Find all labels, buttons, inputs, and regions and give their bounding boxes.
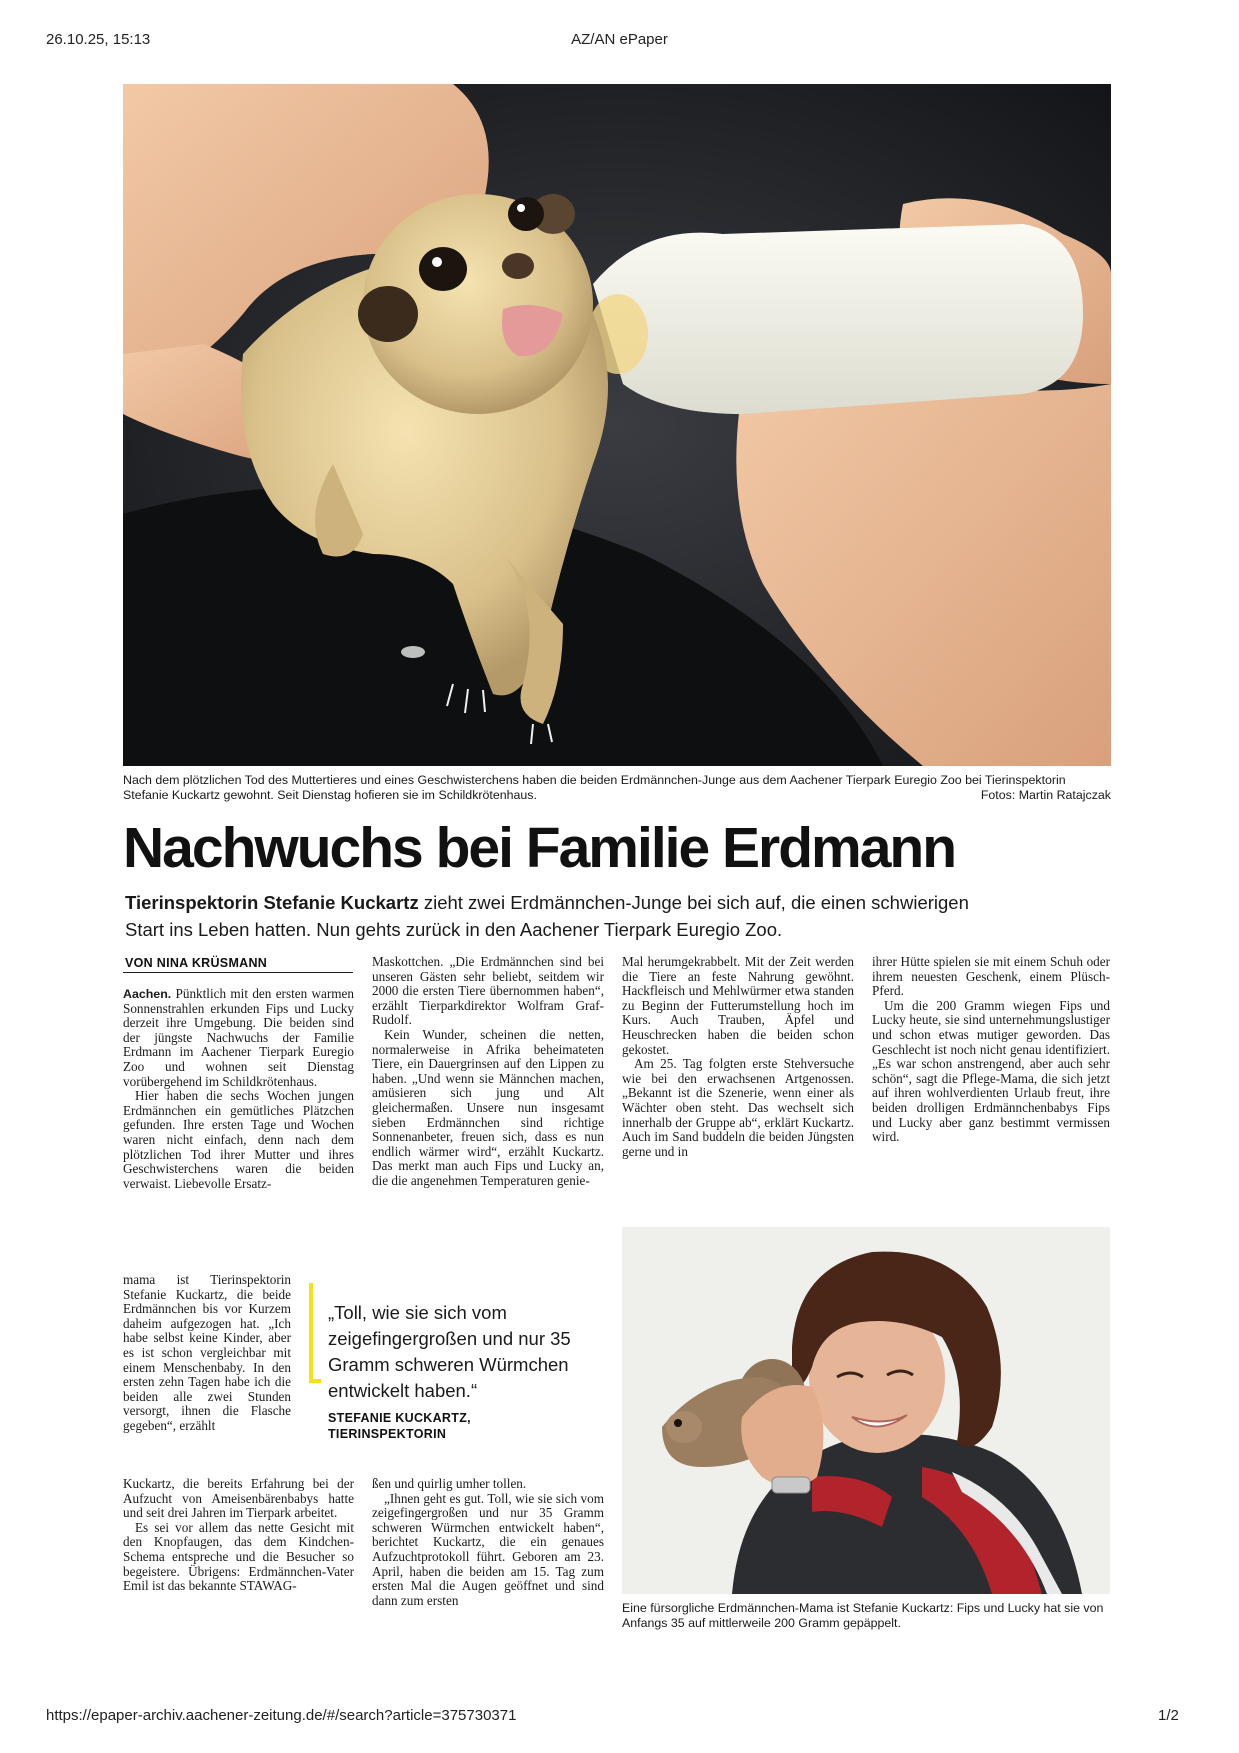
pull-quote-source-role: TIERINSPEKTORIN (328, 1427, 447, 1441)
col1-paragraph-2c: Kuckartz, die bereits Erfahrung bei der Aufzucht von Ameisenbärenbabys hatte und seit drei Jahren im Tierpark arbeitet. (123, 1476, 354, 1521)
col4-paragraph-2: Um die 200 Gramm wiegen Fips und Lucky heute, sie sind unternehmungslustiger und schon etwas mutiger geworden. Das Geschlecht ist noch nicht genau identifiziert. „Es war schon anstrengend, aber auch sehr schön“, sagt die Pflege-Mama, die sich jetzt auf ihren wohlverdienten Urlaub freut, ihre beiden drolligen Erdmännchenbabys Fips und Lucky aber ganz bestimmt vermissen wird. (872, 997, 1110, 1145)
bottom-photo-caption: Eine fürsorgliche Erdmännchen-Mama ist Stefanie Kuckartz: Fips und Lucky hat sie von Anfangs 35 auf mittlerweile 200 Gramm gepäppelt. (622, 1601, 1104, 1630)
print-datetime: 26.10.25, 15:13 (46, 31, 151, 48)
print-page-number: 1/2 (1158, 1707, 1179, 1724)
meerkat-feeding-illustration (123, 84, 1111, 766)
article-column-4 (872, 955, 1110, 1145)
zookeeper-illustration (622, 1227, 1110, 1594)
byline-rule (123, 972, 353, 973)
lede-rest: zieht zwei Erdmännchen-Junge bei sich auf, die einen schwierigen Start ins Leben hatten. Nun gehts zurück in den Aachener Tierpark Euregio Zoo. (125, 892, 969, 940)
article-lede (125, 889, 1005, 943)
pull-quote-source-name: STEFANIE KUCKARTZ, (328, 1411, 471, 1425)
zookeeper-with-meerkat-photo (622, 1227, 1110, 1594)
col3-paragraph-2: Am 25. Tag folgten erste Stehversuche wie bei den erwachsenen Artgenossen. „Bekannt ist die Szenerie, wenn einer als Wächter oben steht. Das wechselt sich innerhalb der Gruppe ab“, erklärt Kuckartz. Auch im Sand buddeln die beiden Jüngsten gerne und in (622, 1056, 854, 1159)
print-url[interactable]: https://epaper-archiv.aachener-zeitung.de/#/search?article=375730371 (46, 1707, 517, 1724)
dateline: Aachen. (123, 987, 172, 1001)
col2-paragraph-4: „Ihnen geht es gut. Toll, wie sie sich vom zeigefingergroßen und nur 35 Gramm schweren Würmchen entwickelt haben“, berichtet Kuckartz, die ein genaues Aufzuchtprotokoll führt. Geboren am 23. April, haben die beiden am 15. Tag zum ersten Mal die Augen geöffnet und sind dann zum ersten (372, 1490, 604, 1608)
col2-paragraph-3: ßen und quirlig umher tollen. (372, 1476, 527, 1491)
byline: VON NINA KRÜSMANN (125, 956, 268, 970)
col1-paragraph-2b: mama ist Tierinspektorin Stefanie Kuckartz, die beide Erdmännchen bis vor Kurzem daheim aufgezogen hat. „Ich habe selbst keine Kinder, aber es ist schon vergleichbar mit einem Menschenbaby. In den ersten zehn Tagen habe ich die beiden alle zwei Stunden versorgt, ihnen die Flasche gegeben“, erzählt (123, 1272, 291, 1433)
meerkat-feeding-photo (123, 84, 1111, 766)
article-column-1-narrow (123, 1273, 291, 1434)
top-photo-caption (123, 773, 1111, 803)
col1-paragraph-1: Pünktlich mit den ersten warmen Sonnenstrahlen erkunden Fips und Lucky derzeit ihre Umgebung. Die beiden sind der jüngste Nachwuchs der Familie Erdmann im Aachener Tierpark Euregio Zoo und wohnen seit Dienstag vorübergehend im Schildkrötenhaus. (123, 986, 354, 1089)
article-column-2-lower (372, 1477, 604, 1608)
photo-credit: Fotos: Martin Ratajczak (980, 788, 1111, 802)
article-column-2 (372, 955, 604, 1189)
article-column-1 (123, 987, 354, 1191)
quote-accent-foot (309, 1379, 321, 1383)
top-photo-caption-text: Nach dem plötzlichen Tod des Muttertieres und eines Geschwisterchens haben die beiden Erdmännchen-Junge aus dem Aachener Tierpark Euregio Zoo bei Tierinspektorin Stefanie Kuckartz gewohnt. Seit Dienstag hofieren sie im Schildkrötenhaus. (123, 773, 1066, 802)
article-headline: Nachwuchs bei Familie Erdmann (123, 816, 956, 880)
col1-paragraph-2a: Hier haben die sechs Wochen jungen Erdmännchen ein gemütliches Plätzchen gefunden. Ihre ersten Tage und Wochen waren nicht einfach, denn nach dem plötzlichen Tod ihrer Mutter und ihres Geschwisterchens waren die beiden verwaist. Liebevolle Ersatz- (123, 1088, 354, 1191)
col3-paragraph-1: Mal herumgekrabbelt. Mit der Zeit werden die Tiere an feste Nahrung gewöhnt. Hackfleisch und Mehlwürmer etwa standen zu Beginn der Futterumstellung hoch im Kurs. Auch Trauben, Äpfel und Heuschrecken haben die beiden schon gekostet. (622, 954, 854, 1057)
col4-paragraph-1: ihrer Hütte spielen sie mit einem Schuh oder ihrem neuesten Geschenk, einem Plüsch-Pferd. (872, 954, 1110, 999)
pull-quote (328, 1300, 610, 1442)
article-column-1-lower (123, 1477, 354, 1594)
col2-paragraph-2: Kein Wunder, scheinen die netten, normalerweise in Afrika beheimateten Tiere, ein Dauergrinsen auf den Lippen zu haben. „Und wenn sie Männchen machen, amüsieren sich jung und Alt gleichermaßen. Unsere nun insgesamt sieben Erdmännchen sind richtige Sonnenanbeter, freuen sich, dass es nun endlich wärmer wird“, erzählt Kuckartz. Das merkt man auch Fips und Lucky an, die die angenehmen Temperaturen genie- (372, 1026, 604, 1188)
print-title: AZ/AN ePaper (571, 31, 668, 48)
pull-quote-text: „Toll, wie sie sich vom zeigefingergroßen und nur 35 Gramm schweren Würmchen entwickelt haben.“ (328, 1302, 571, 1401)
article-column-3 (622, 955, 854, 1159)
lede-lead: Tierinspektorin Stefanie Kuckartz (125, 892, 419, 913)
col1-paragraph-3: Es sei vor allem das nette Gesicht mit den Knopfaugen, das dem Kindchen-Schema entspreche und die Besucher so begeistere. Übrigens: Erdmännchen-Vater Emil ist das bekannte STAWAG- (123, 1519, 354, 1594)
col2-paragraph-1: Maskottchen. „Die Erdmännchen sind bei unseren Gästen sehr beliebt, seitdem wir 2000 die ersten Tiere übernommen haben“, erzählt Tierparkdirektor Wolfram Graf-Rudolf. (372, 954, 604, 1028)
quote-accent-bar (309, 1283, 313, 1383)
